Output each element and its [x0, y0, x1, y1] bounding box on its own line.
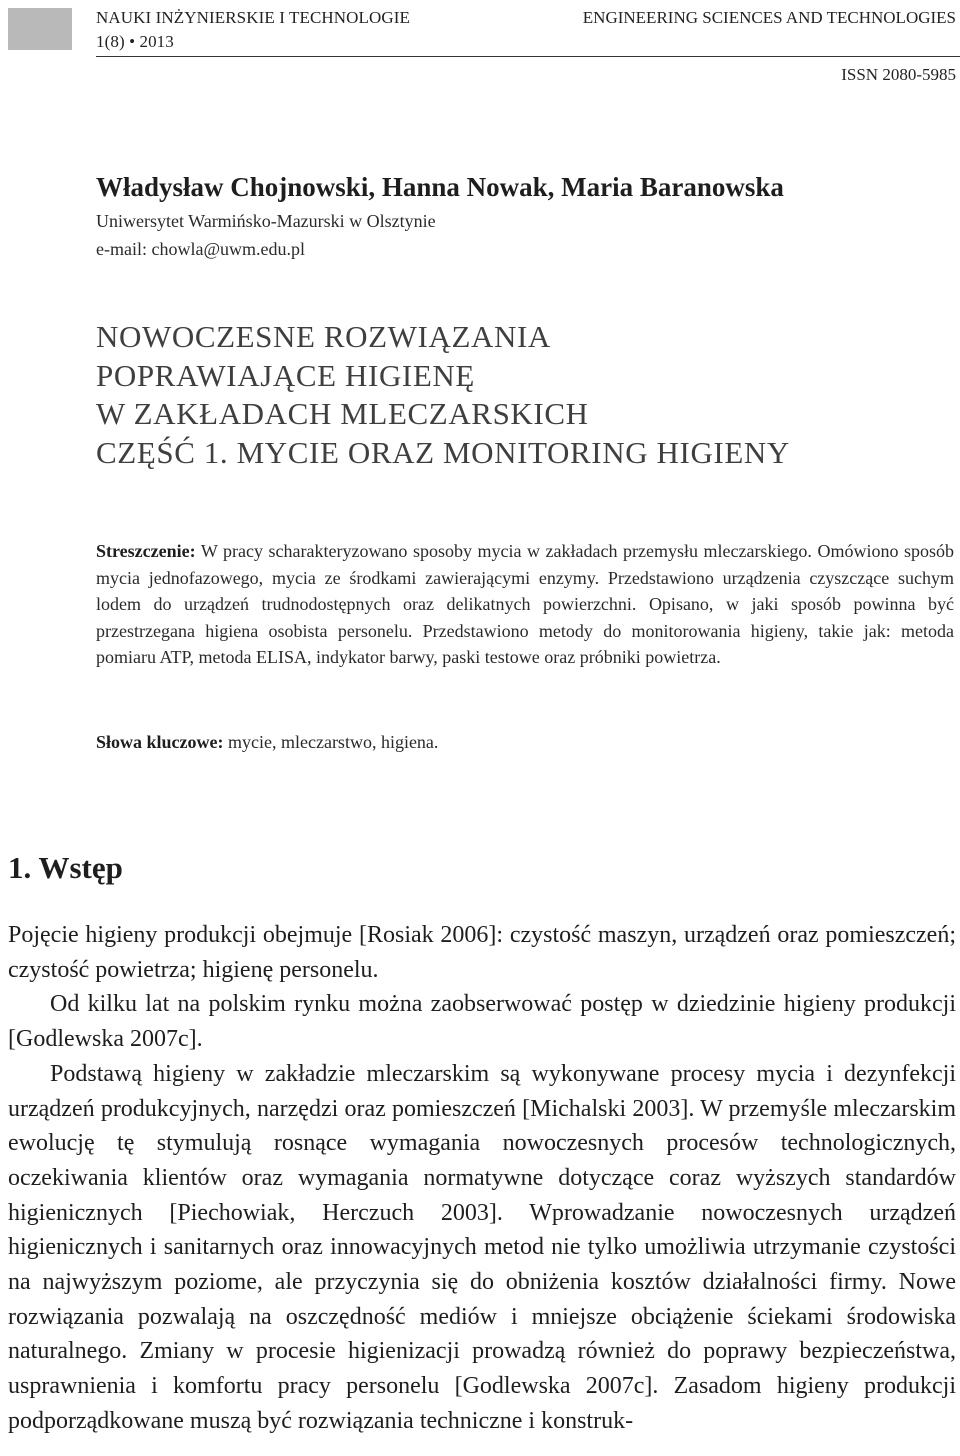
journal-header-left — [96, 6, 410, 54]
title-line: CZĘŚĆ 1. MYCIE ORAZ MONITORING HIGIENY — [96, 434, 790, 470]
paragraph: Pojęcie higieny produkcji obejmuje [Rosiak 2006]: czystość maszyn, urządzeń oraz pomieszczeń; czystość powietrza; higienę personelu. — [8, 922, 956, 983]
keywords-label: Słowa kluczowe: — [96, 732, 224, 752]
journal-logo-block — [8, 8, 72, 50]
journal-issue: 1(8) • 2013 — [96, 32, 174, 51]
journal-name-pl: NAUKI INŻYNIERSKIE I TECHNOLOGIE — [96, 8, 411, 27]
email[interactable]: e-mail: chowla@uwm.edu.pl — [96, 239, 306, 259]
issn-label: ISSN 2080-5985 — [841, 65, 956, 84]
keywords-text: mycie, mleczarstwo, higiena. — [228, 732, 439, 752]
paragraph: Podstawą higieny w zakładzie mleczarskim są wykonywane procesy mycia i dezynfekcji urządzeń produkcyjnych, narzędzi oraz pomieszczeń [Michalski 2003]. W przemyśle mleczarskim ewolucję tę stymulują rosnące wymagania nowoczesnych procesów technologicznych, oczekiwania klientów oraz wymagania normatywne dotyczące coraz wyższych standardów higienicznych [Piechowiak, Herczuch 2003]. Wprowadzanie nowoczesnych urządzeń higienicznych i sanitarnych oraz innowacyjnych metod nie tylko umożliwia utrzymanie czystości na najwyższym poziome, ale przyczynia się do obniżenia kosztów działalności firmy. Nowe rozwiązania pozwalają na oszczędność mediów i mniejsze obciążenie ściekami środowiska naturalnego. Zmiany w procesie higienizacji prowadzą również do poprawy bezpieczeństwa, usprawnienia i komfortu pracy personelu [Godlewska 2007c]. Zasadom higieny produkcji podporządkowane muszą być rozwiązania techniczne i konstruk- — [8, 1060, 956, 1434]
title-line: NOWOCZESNE ROZWIĄZANIA — [96, 319, 551, 354]
paper-title — [96, 318, 790, 472]
journal-name-en: ENGINEERING SCIENCES AND TECHNOLOGIES — [582, 8, 956, 27]
abstract — [96, 538, 954, 671]
abstract-text: W pracy scharakteryzowano sposoby mycia w zakładach przemysłu mleczarskiego. Omówiono sposób mycia jednofazowego, mycia ze środkami zawierającymi enzymy. Przedstawiono urządzenia czyszczące suchym lodem do urządzeń trudnodostępnych oraz delikatnych powierzchni. Opisano, w jaki sposób powinna być przestrzegana higiena osobista personelu. Przedstawiono metody do monitorowania higieny, takie jak: metoda pomiaru ATP, metoda ELISA, indykator barwy, paski testowe oraz próbniki powietrza. — [96, 541, 954, 667]
section-body — [8, 918, 956, 1439]
header-divider — [96, 56, 960, 57]
title-line: W ZAKŁADACH MLECZARSKICH — [96, 396, 589, 431]
section-heading: 1. Wstęp — [8, 850, 123, 885]
paragraph: Od kilku lat na polskim rynku można zaobserwować postęp w dziedzinie higieny produkcji [Godlewska 2007c]. — [8, 991, 956, 1053]
affiliation: Uniwersytet Warmińsko-Mazurski w Olsztynie — [96, 211, 436, 231]
author-names: Władysław Chojnowski, Hanna Nowak, Maria Baranowska — [96, 172, 784, 202]
abstract-label: Streszczenie: — [96, 541, 196, 561]
keywords — [96, 729, 438, 755]
author-affiliation-block — [96, 207, 436, 263]
title-line: POPRAWIAJĄCE HIGIENĘ — [96, 357, 475, 393]
